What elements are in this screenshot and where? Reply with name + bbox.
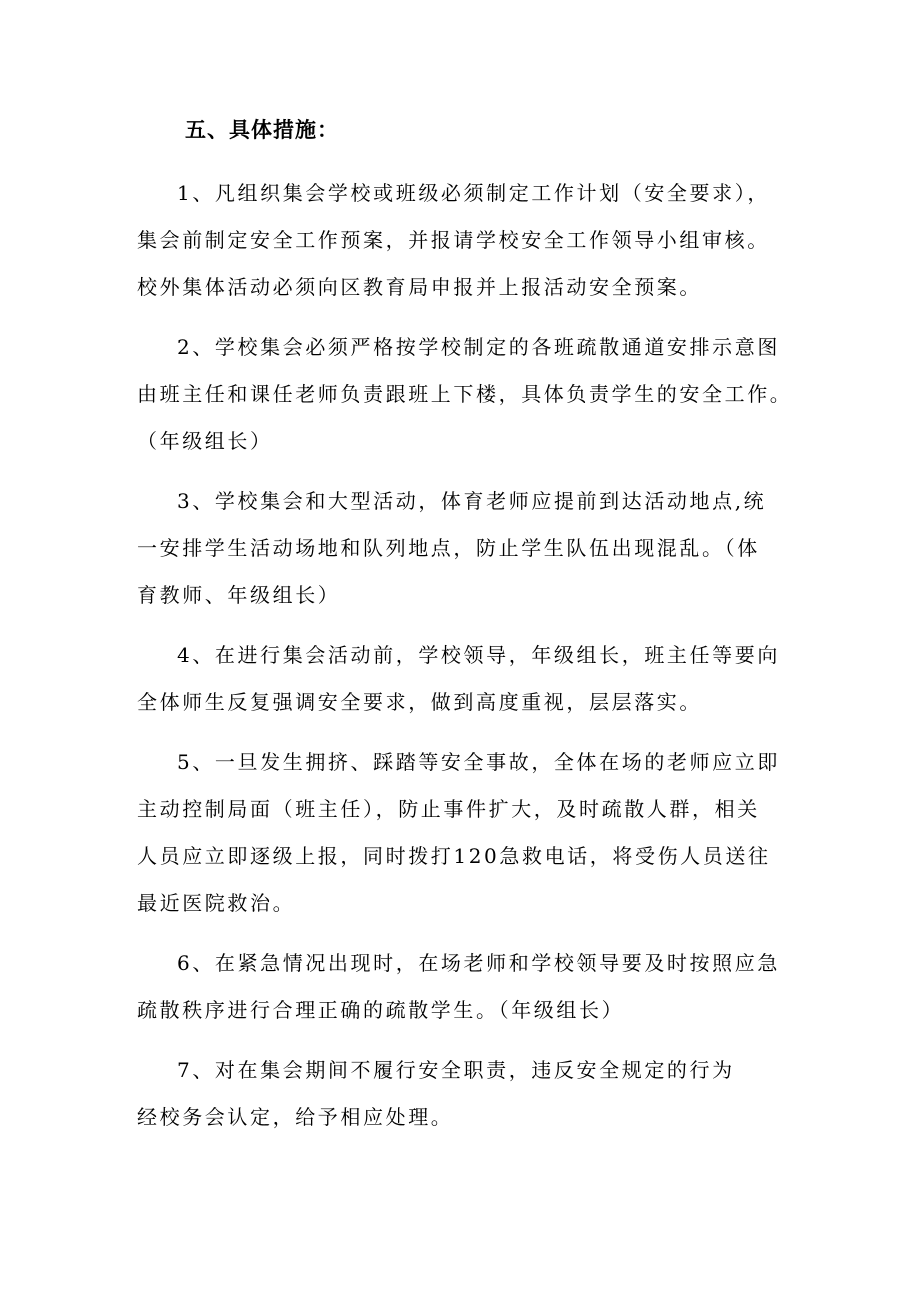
document-page (137, 112, 797, 1154)
paragraph-line: 4、在进行集会活动前，学校领导，年级组长，班主任等要向 (177, 643, 780, 667)
paragraph-5 (137, 739, 797, 927)
paragraph-2 (137, 324, 797, 465)
paragraph-4 (137, 632, 797, 726)
paragraph-line: 疏散秩序进行合理正确的疏散学生。（年级组长） (137, 998, 625, 1022)
paragraph-line: 经校务会认定，给予相应处理。 (137, 1105, 454, 1129)
paragraph-line: 集会前制定安全工作预案，并报请学校安全工作领导小组审核。 (137, 228, 770, 252)
paragraph-line: 校外集体活动必须向区教育局申报并上报活动安全预案。 (137, 275, 702, 299)
paragraph-3 (137, 478, 797, 619)
paragraph-6 (137, 940, 797, 1034)
paragraph-line: 人员应立即逐级上报，同时拨打120急救电话，将受伤人员送往 (137, 844, 771, 868)
paragraph-line: （年级组长） (137, 429, 273, 453)
paragraph-line: 育教师、年级组长） (137, 583, 341, 607)
paragraph-line: 2、学校集会必须严格按学校制定的各班疏散通道安排示意图 (177, 335, 780, 359)
paragraph-1 (137, 170, 797, 311)
paragraph-line: 1、凡组织集会学校或班级必须制定工作计划（安全要求）， (177, 181, 770, 205)
paragraph-line: 由班主任和课任老师负责跟班上下楼，具体负责学生的安全工作。 (137, 382, 793, 406)
paragraph-line: 一安排学生活动场地和队列地点，防止学生队伍出现混乱。（体 (137, 536, 760, 560)
section-heading: 五、具体措施： (185, 118, 339, 142)
paragraph-line: 7、对在集会期间不履行安全职责，违反安全规定的行为 (177, 1058, 735, 1082)
paragraph-line: 5、一旦发生拥挤、踩踏等安全事故，全体在场的老师应立即 (177, 750, 780, 774)
paragraph-line: 3、学校集会和大型活动，体育老师应提前到达活动地点,统 (177, 489, 767, 513)
paragraph-line: 6、在紧急情况出现时，在场老师和学校领导要及时按照应急 (177, 951, 780, 975)
paragraph-line: 全体师生反复强调安全要求，做到高度重视，层层落实。 (137, 690, 702, 714)
paragraph-line: 最近医院救治。 (137, 891, 296, 915)
paragraph-line: 主动控制局面（班主任），防止事件扩大，及时疏散人群，相关 (137, 797, 760, 821)
paragraph-7 (137, 1047, 797, 1141)
